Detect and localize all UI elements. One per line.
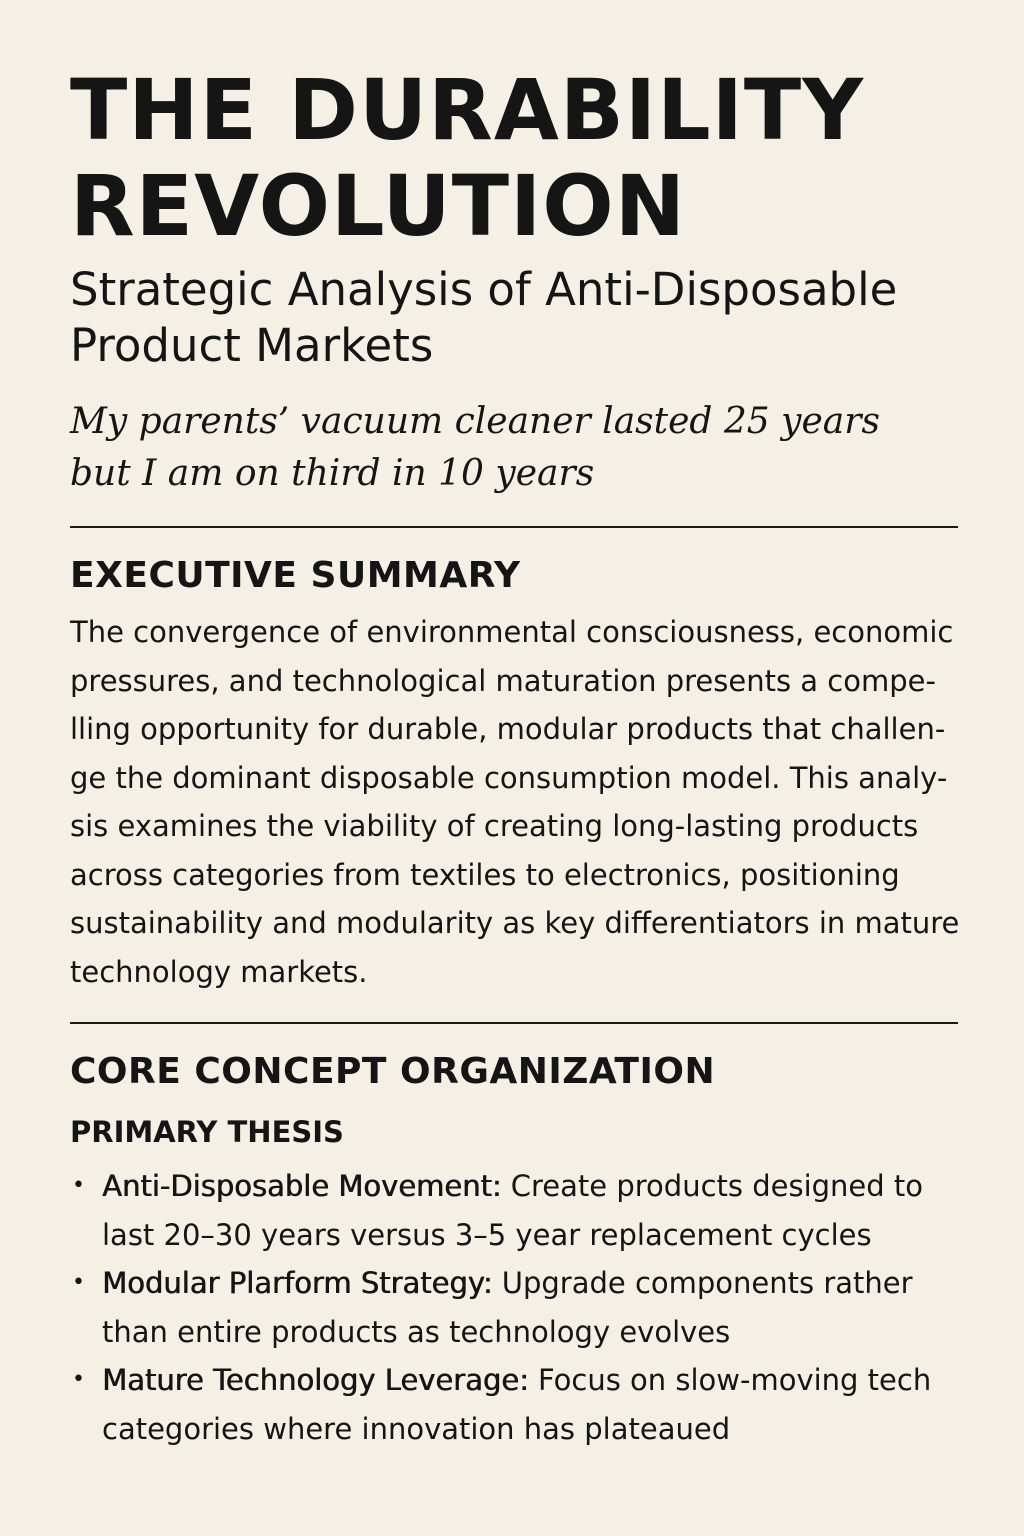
title-line-1: THE DURABILITY <box>70 61 865 159</box>
section-divider <box>70 526 958 528</box>
epigraph-quote <box>70 396 960 500</box>
executive-summary-heading: EXECUTIVE SUMMARY <box>70 555 521 596</box>
executive-summary-body: The convergence of environmental consciousness, economic pressures, and technological maturation presents a compe- lling opportunity for durable, modular products that challen- ge the dominant disposable consumption model. This analy- sis examines the viability of creating long-lasting products across categories from textiles to electronics, positioning sustainability and modularity as key differentiators in mature technology markets. <box>70 615 960 989</box>
thesis-list <box>70 1162 960 1453</box>
bullet-icon: • <box>72 1367 85 1392</box>
list-item-term: Mature Technology Leverage: <box>102 1363 529 1397</box>
bullet-icon: • <box>72 1270 85 1295</box>
bullet-icon: • <box>72 1173 85 1198</box>
document-subtitle: Strategic Analysis of Anti-Disposable Product Markets <box>70 263 898 372</box>
quote-line-2: but I am on third in 10 years <box>70 453 595 494</box>
list-item-text: Create products designed to last 20–30 years versus 3–5 year replacement cycles <box>102 1169 923 1252</box>
document-title <box>70 62 960 254</box>
list-item-text: Focus on slow-moving tech categories where innovation has plateaued <box>102 1363 932 1446</box>
list-item <box>70 1162 962 1259</box>
list-item <box>70 1259 962 1356</box>
primary-thesis-heading: PRIMARY THESIS <box>70 1115 344 1149</box>
list-item <box>70 1356 962 1453</box>
core-concept-heading: CORE CONCEPT ORGANIZATION <box>70 1051 716 1092</box>
list-item-text: Upgrade components rather than entire products as technology evolves <box>102 1266 913 1349</box>
document-page <box>70 62 960 1453</box>
title-line-2: REVOLUTION <box>70 157 687 255</box>
list-item-term: Anti-Disposable Movement: <box>102 1169 502 1203</box>
list-item-term: Modular Plarform Strategy: <box>102 1266 493 1300</box>
quote-line-1: My parents’ vacuum cleaner lasted 25 years <box>70 401 880 442</box>
section-divider <box>70 1022 958 1024</box>
